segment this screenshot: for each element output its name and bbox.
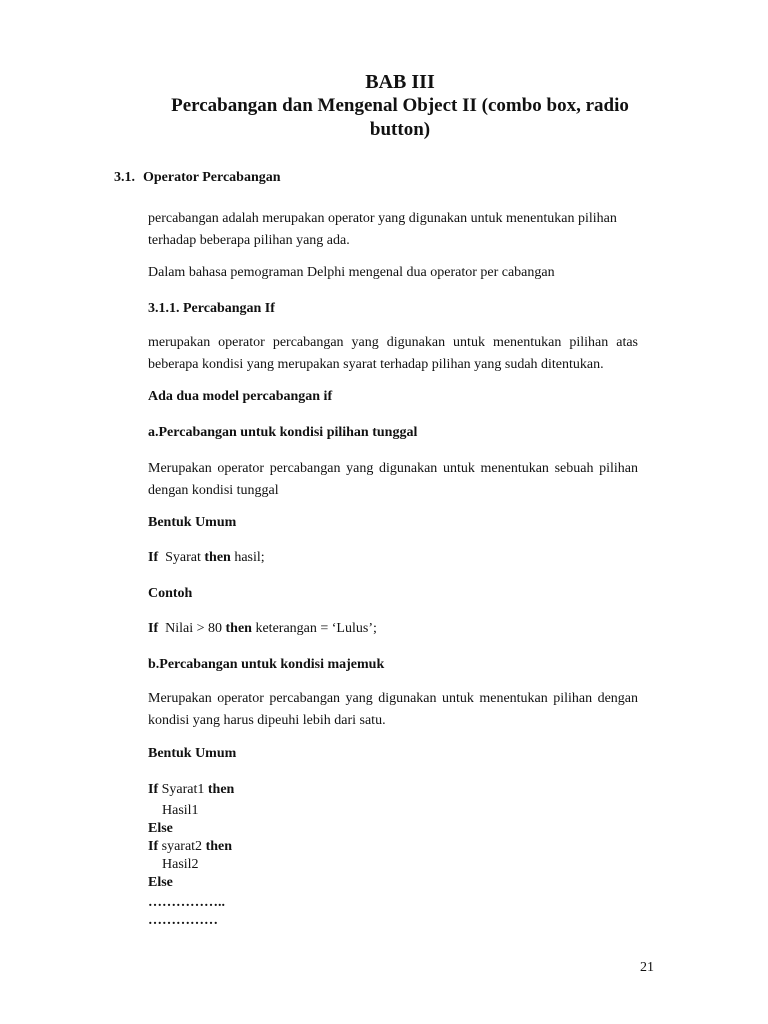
code-line-3: Else xyxy=(148,821,173,836)
example-line xyxy=(148,618,638,640)
keyword-if: If xyxy=(148,621,159,636)
code-line-6: Else xyxy=(148,875,173,890)
two-models-heading: Ada dua model percabangan if xyxy=(148,389,333,404)
general-form-heading-1: Bentuk Umum xyxy=(148,515,237,530)
paragraph-delphi: Dalam bahasa pemograman Delphi mengenal dua operator per cabangan xyxy=(148,265,555,280)
section-heading xyxy=(114,170,281,186)
general-form-heading-2: Bentuk Umum xyxy=(148,746,237,761)
keyword-then: then xyxy=(205,839,233,854)
single-condition-heading: a.Percabangan untuk kondisi pilihan tunggal xyxy=(148,425,418,440)
paragraph-intro: percabangan adalah merupakan operator yang digunakan untuk menentukan pilihan terhadap beberapa pilihan yang ada. xyxy=(148,211,617,248)
keyword-if: If xyxy=(148,550,159,565)
keyword-if: If xyxy=(148,839,159,854)
code-line-4 xyxy=(148,838,232,856)
section-number: 3.1. xyxy=(114,170,135,185)
code-line-1 xyxy=(148,781,234,799)
chapter-title-line-1: Percabangan dan Mengenal Object II (combo box, radio xyxy=(171,95,629,116)
example-result: keterangan = ‘Lulus’; xyxy=(251,621,377,636)
section-title: Operator Percabangan xyxy=(143,170,281,185)
paragraph-compound-description: Merupakan operator percabangan yang digunakan untuk menentukan pilihan dengan kondisi yang harus dipeuhi lebih dari satu. xyxy=(148,691,638,728)
chapter-number: BAB III xyxy=(365,71,435,93)
chapter-title xyxy=(140,70,660,142)
syntax-result: hasil; xyxy=(230,550,265,565)
syntax-single-line xyxy=(148,547,638,569)
compound-condition-heading: b.Percabangan untuk kondisi majemuk xyxy=(148,657,385,672)
code-line-7: …………….. xyxy=(148,895,225,910)
syntax-condition: Syarat xyxy=(158,550,205,565)
paragraph-if-description: merupakan operator percabangan yang digunakan untuk menentukan pilihan atas beberapa kondisi yang merupakan syarat terhadap pilihan yang sudah ditentukan. xyxy=(148,335,638,372)
page-number: 21 xyxy=(640,960,654,975)
code-line-2: Hasil1 xyxy=(162,803,199,818)
chapter-title-line-2: button) xyxy=(369,119,431,140)
subsection-title: 3.1.1. Percabangan If xyxy=(148,301,275,316)
keyword-if: If xyxy=(148,782,159,797)
code-condition-1: Syarat1 xyxy=(158,782,208,797)
keyword-then: then xyxy=(204,550,231,565)
keyword-then: then xyxy=(207,782,235,797)
code-condition-2: syarat2 xyxy=(158,839,206,854)
code-line-5: Hasil2 xyxy=(162,857,199,872)
paragraph-single-description: Merupakan operator percabangan yang digunakan untuk menentukan sebuah pilihan dengan kondisi tunggal xyxy=(148,461,638,498)
code-line-8: …………… xyxy=(148,913,218,928)
example-condition: Nilai > 80 xyxy=(158,621,226,636)
example-heading: Contoh xyxy=(148,586,193,601)
keyword-then: then xyxy=(225,621,252,636)
